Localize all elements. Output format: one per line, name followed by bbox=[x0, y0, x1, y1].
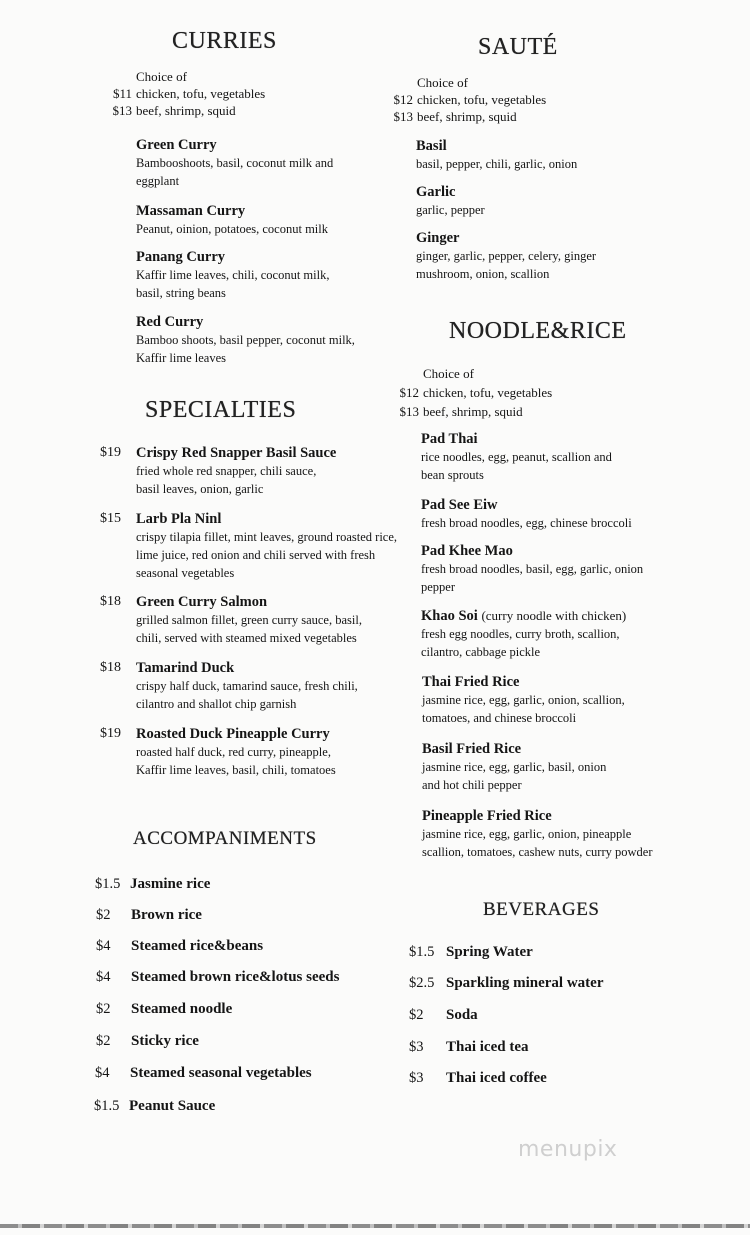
item-desc-line: mushroom, onion, scallion bbox=[416, 267, 550, 281]
item-desc-line: pepper bbox=[421, 580, 456, 594]
choice-option bbox=[399, 384, 553, 403]
item-desc-line: tomatoes, and chinese broccoli bbox=[422, 711, 577, 725]
item-desc-line: basil leaves, onion, garlic bbox=[136, 482, 264, 496]
item-desc-line: grilled salmon fillet, green curry sauce, basil, bbox=[136, 613, 362, 627]
item-name: Basil Fried Rice bbox=[422, 741, 522, 757]
item-desc-line: eggplant bbox=[136, 174, 180, 188]
item-desc-line: jasmine rice, egg, garlic, onion, pineapple bbox=[422, 827, 632, 841]
choice-text: beef, shrimp, squid bbox=[417, 109, 517, 124]
choice-text: beef, shrimp, squid bbox=[136, 103, 236, 118]
item-desc-line: chili, served with steamed mixed vegetables bbox=[136, 631, 357, 645]
menu-item-larb-pla bbox=[100, 510, 398, 582]
menupix-watermark: menupix bbox=[518, 1137, 618, 1162]
beverages-title: BEVERAGES bbox=[483, 899, 600, 920]
accompaniment-item bbox=[95, 1062, 395, 1084]
item-desc-line: Bamboo shoots, basil pepper, coconut milk, bbox=[136, 333, 355, 347]
item-desc-line: garlic, pepper bbox=[416, 203, 485, 217]
choice-text: chicken, tofu, vegetables bbox=[423, 385, 553, 400]
item-name-row bbox=[421, 607, 626, 625]
item-desc-line: crispy half duck, tamarind sauce, fresh chili, bbox=[136, 679, 358, 693]
beverage-item bbox=[409, 1004, 709, 1026]
item-name: Khao Soi bbox=[421, 608, 478, 624]
item-price: $1.5 bbox=[409, 944, 435, 960]
curries-title: CURRIES bbox=[172, 28, 277, 54]
item-desc-line: basil, string beans bbox=[136, 286, 226, 300]
item-name: Basil bbox=[416, 138, 447, 154]
choice-text: beef, shrimp, squid bbox=[423, 404, 523, 419]
item-name: Soda bbox=[446, 1007, 478, 1023]
item-desc-line: cilantro, cabbage pickle bbox=[421, 645, 541, 659]
saute-title: SAUTÉ bbox=[478, 34, 558, 60]
item-desc-line: fresh broad noodles, egg, chinese broccoli bbox=[421, 516, 632, 530]
accompaniment-item bbox=[96, 966, 396, 988]
menu-item-basil-fried-rice bbox=[422, 740, 606, 794]
item-price: $1.5 bbox=[94, 1098, 120, 1114]
item-name: Green Curry bbox=[136, 137, 217, 153]
choice-option bbox=[112, 102, 265, 119]
item-name: Peanut Sauce bbox=[129, 1098, 216, 1114]
item-name: Sparkling mineral water bbox=[446, 975, 604, 991]
choice-text: chicken, tofu, vegetables bbox=[136, 86, 266, 101]
item-price: $4 bbox=[96, 938, 111, 954]
accompaniment-item bbox=[96, 935, 396, 957]
menu-item-pad-thai bbox=[421, 430, 612, 484]
choice-price: $12 bbox=[399, 385, 419, 400]
item-note: (curry noodle with chicken) bbox=[481, 608, 627, 623]
menu-item-red-curry bbox=[136, 313, 355, 367]
item-name: Crispy Red Snapper Basil Sauce bbox=[136, 445, 337, 461]
item-price: $1.5 bbox=[95, 876, 121, 892]
item-name: Steamed seasonal vegetables bbox=[130, 1065, 312, 1081]
menu-item-pad-khee-mao bbox=[421, 542, 643, 596]
item-desc-line: seasonal vegetables bbox=[136, 566, 235, 580]
choice-option bbox=[112, 85, 266, 102]
choice-price: $13 bbox=[393, 109, 413, 124]
item-price: $2 bbox=[96, 907, 111, 923]
beverage-item bbox=[409, 1067, 709, 1089]
menu-item-green-curry bbox=[136, 136, 333, 190]
item-desc-line: roasted half duck, red curry, pineapple, bbox=[136, 745, 331, 759]
item-name: Pad Thai bbox=[421, 431, 478, 447]
item-desc-line: scallion, tomatoes, cashew nuts, curry powder bbox=[422, 845, 653, 859]
item-price: $2.5 bbox=[409, 975, 435, 991]
item-price: $18 bbox=[100, 594, 121, 609]
item-name: Brown rice bbox=[131, 907, 202, 923]
item-price: $3 bbox=[409, 1039, 424, 1055]
scan-edge-divider bbox=[0, 1224, 750, 1228]
item-name: Garlic bbox=[416, 184, 456, 200]
item-price: $18 bbox=[100, 660, 121, 675]
item-name: Tamarind Duck bbox=[136, 660, 235, 676]
item-desc-line: fried whole red snapper, chili sauce, bbox=[136, 464, 317, 478]
beverage-item bbox=[409, 1036, 709, 1058]
accompaniment-item bbox=[96, 998, 396, 1020]
beverage-item bbox=[409, 941, 709, 963]
menu-item-thai-fried-rice bbox=[422, 673, 625, 727]
item-name: Massaman Curry bbox=[136, 203, 246, 219]
accompaniment-item bbox=[96, 1030, 396, 1052]
item-name: Steamed rice&beans bbox=[131, 938, 264, 954]
item-desc-line: jasmine rice, egg, garlic, basil, onion bbox=[422, 760, 607, 774]
accompaniments-title: ACCOMPANIMENTS bbox=[133, 828, 317, 849]
item-desc-line: Bambooshoots, basil, coconut milk and bbox=[136, 156, 334, 170]
item-name: Sticky rice bbox=[131, 1033, 199, 1049]
accompaniment-item bbox=[95, 873, 395, 895]
item-name: Red Curry bbox=[136, 314, 204, 330]
item-price: $15 bbox=[100, 511, 121, 526]
item-name: Pineapple Fried Rice bbox=[422, 808, 552, 824]
choice-text: chicken, tofu, vegetables bbox=[417, 92, 547, 107]
item-name: Steamed brown rice&lotus seeds bbox=[131, 969, 340, 985]
menu-item-tamarind-duck bbox=[100, 659, 358, 713]
choice-option bbox=[393, 91, 547, 108]
item-desc-line: Peanut, oinion, potatoes, coconut milk bbox=[136, 222, 328, 236]
menu-item-garlic bbox=[416, 183, 485, 219]
item-desc-line: basil, pepper, chili, garlic, onion bbox=[416, 157, 578, 171]
item-name: Thai iced tea bbox=[446, 1039, 529, 1055]
choice-price: $13 bbox=[112, 103, 132, 118]
item-desc-line: Kaffir lime leaves, basil, chili, tomatoes bbox=[136, 763, 336, 777]
choice-label: Choice of bbox=[417, 75, 468, 90]
item-name: Pad Khee Mao bbox=[421, 543, 513, 559]
item-desc-line: rice noodles, egg, peanut, scallion and bbox=[421, 450, 612, 464]
accompaniment-item bbox=[96, 904, 396, 926]
choice-price: $11 bbox=[112, 86, 132, 101]
item-price: $4 bbox=[96, 969, 111, 985]
beverage-item bbox=[409, 972, 709, 994]
item-desc-line: bean sprouts bbox=[421, 468, 484, 482]
menu-item-ginger bbox=[416, 229, 596, 283]
item-name: Ginger bbox=[416, 230, 460, 246]
item-price: $2 bbox=[409, 1007, 424, 1023]
item-desc-line: fresh broad noodles, basil, egg, garlic, onion bbox=[421, 562, 644, 576]
item-price: $4 bbox=[95, 1065, 110, 1081]
menu-item-khao-soi bbox=[421, 607, 626, 661]
item-price: $2 bbox=[96, 1001, 111, 1017]
item-name: Steamed noodle bbox=[131, 1001, 233, 1017]
item-name: Larb Pla Ninl bbox=[136, 511, 222, 527]
menu-item-pad-see-eiw bbox=[421, 496, 632, 532]
item-desc-line: jasmine rice, egg, garlic, onion, scallion, bbox=[422, 693, 625, 707]
item-price: $19 bbox=[100, 726, 121, 741]
item-desc-line: and hot chili pepper bbox=[422, 778, 522, 792]
item-price: $19 bbox=[100, 445, 121, 460]
item-desc-line: fresh egg noodles, curry broth, scallion, bbox=[421, 627, 620, 641]
specialties-title: SPECIALTIES bbox=[145, 397, 297, 423]
item-desc-line: lime juice, red onion and chili served with fresh bbox=[136, 548, 376, 562]
item-name: Panang Curry bbox=[136, 249, 226, 265]
item-price: $2 bbox=[96, 1033, 111, 1049]
item-price: $3 bbox=[409, 1070, 424, 1086]
menu-item-crispy-red-snapper bbox=[100, 444, 337, 498]
item-name: Green Curry Salmon bbox=[136, 594, 268, 610]
menu-item-basil bbox=[416, 137, 577, 173]
noodle-rice-choice bbox=[399, 365, 553, 422]
item-desc-line: crispy tilapia fillet, mint leaves, ground roasted rice, bbox=[136, 530, 398, 544]
menu-item-roasted-duck-curry bbox=[100, 725, 336, 779]
item-desc-line: Kaffir lime leaves, chili, coconut milk, bbox=[136, 268, 330, 282]
item-name: Pad See Eiw bbox=[421, 497, 498, 513]
item-name: Thai iced coffee bbox=[446, 1070, 547, 1086]
choice-price: $13 bbox=[399, 404, 419, 419]
menu-item-pineapple-fried-rice bbox=[422, 807, 653, 861]
noodle-rice-title: NOODLE&RICE bbox=[449, 318, 627, 344]
choice-option bbox=[393, 108, 546, 125]
choice-option bbox=[399, 403, 552, 422]
accompaniment-item bbox=[94, 1095, 394, 1117]
item-name: Spring Water bbox=[446, 944, 533, 960]
menu-item-panang-curry bbox=[136, 248, 329, 302]
item-desc-line: Kaffir lime leaves bbox=[136, 351, 227, 365]
choice-label: Choice of bbox=[423, 366, 474, 381]
menu-item-massaman-curry bbox=[136, 202, 328, 238]
curries-choice bbox=[112, 68, 266, 119]
choice-label: Choice of bbox=[136, 69, 187, 84]
choice-price: $12 bbox=[393, 92, 413, 107]
item-name: Jasmine rice bbox=[130, 876, 211, 892]
saute-choice bbox=[393, 74, 547, 125]
item-desc-line: ginger, garlic, pepper, celery, ginger bbox=[416, 249, 597, 263]
item-name: Roasted Duck Pineapple Curry bbox=[136, 726, 330, 742]
item-name: Thai Fried Rice bbox=[422, 674, 520, 690]
item-desc-line: cilantro and shallot chip garnish bbox=[136, 697, 297, 711]
menu-item-green-curry-salmon bbox=[100, 593, 362, 647]
